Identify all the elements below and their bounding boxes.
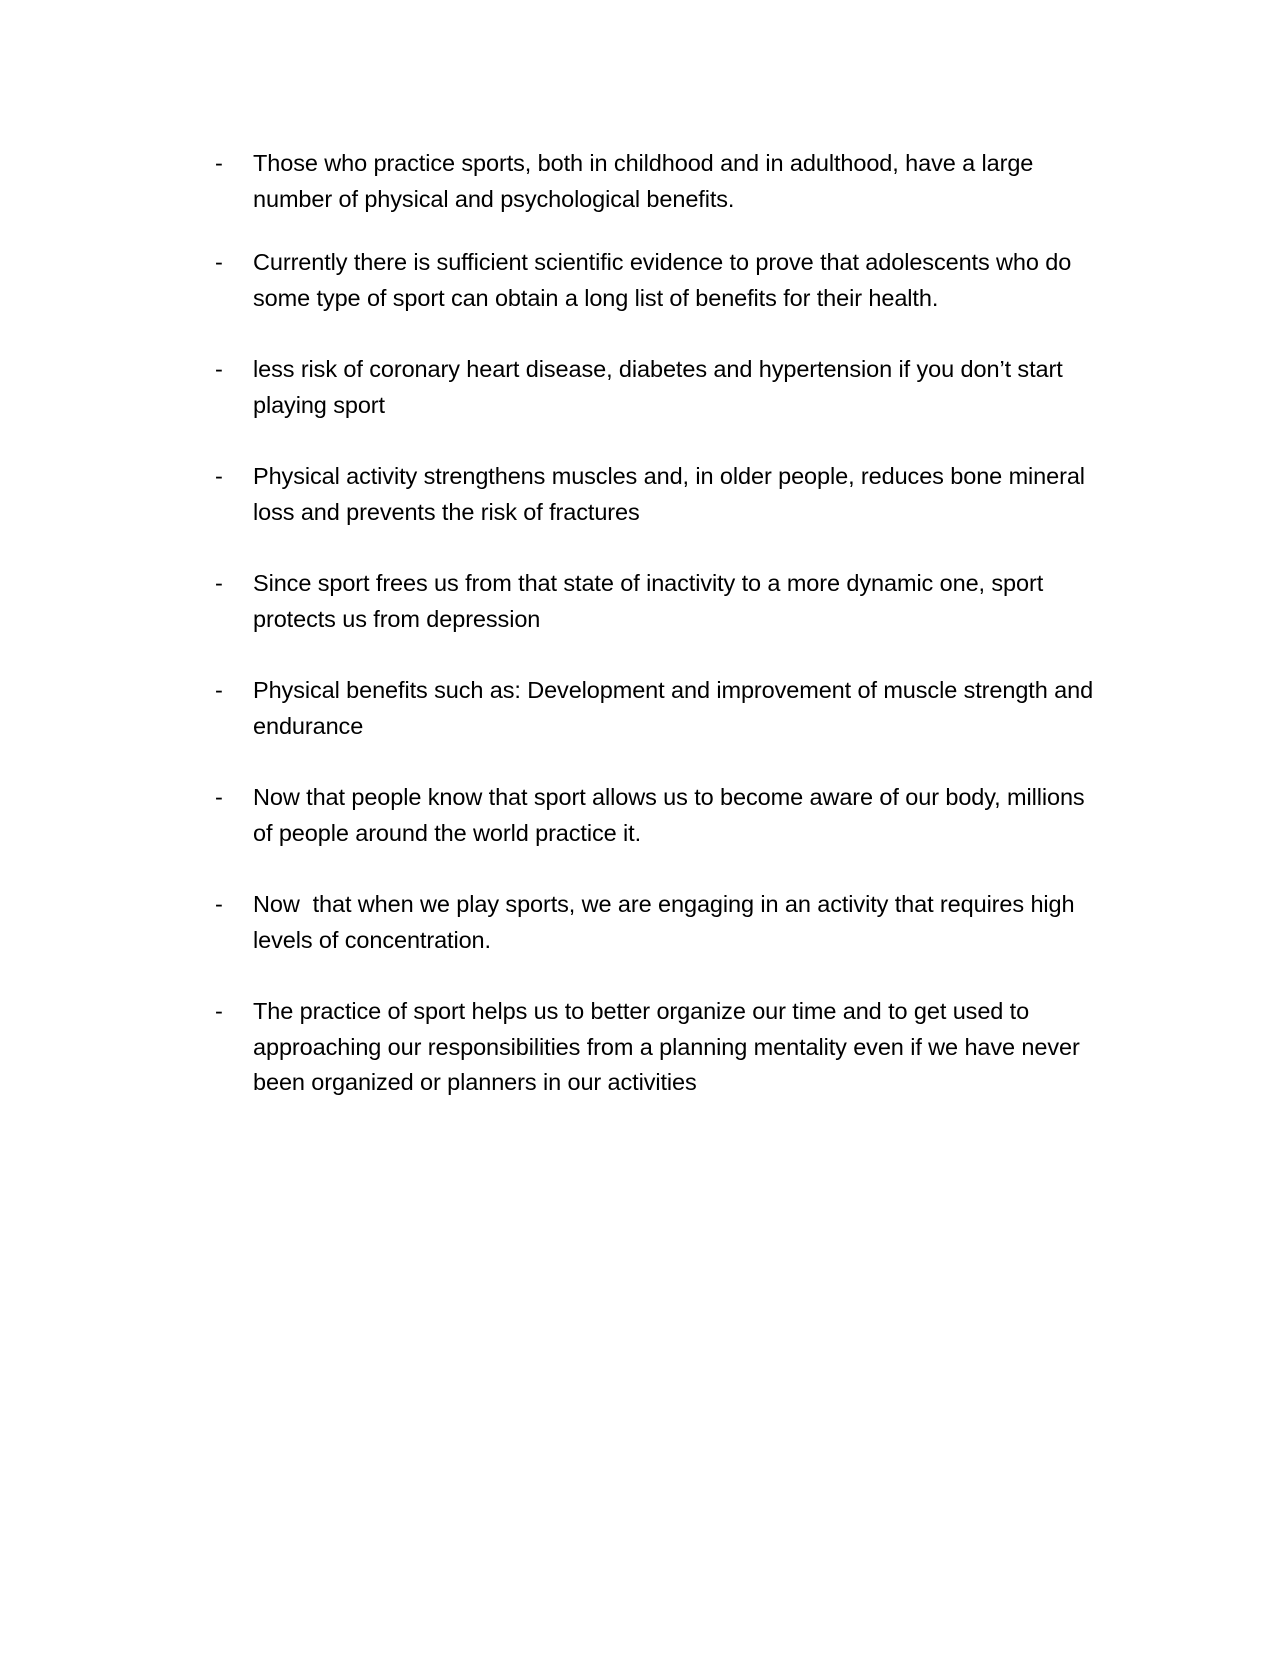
list-item <box>215 459 1095 530</box>
list-item <box>215 352 1095 423</box>
list-item-text: Since sport frees us from that state of inactivity to a more dynamic one, sport protects us from depression <box>253 570 1044 632</box>
list-item-text: Currently there is sufficient scientific evidence to prove that adolescents who do some type of sport can obtain a long list of benefits for their health. <box>253 249 1072 311</box>
bullet-dash: - <box>215 784 223 810</box>
list-item-text: Now that when we play sports, we are engaging in an activity that requires high levels of concentration. <box>253 891 1081 953</box>
bullet-dash: - <box>215 998 223 1024</box>
list-item-text: Physical benefits such as: Development and improvement of muscle strength and endurance <box>253 677 1094 739</box>
list-item-text: The practice of sport helps us to better organize our time and to get used to approaching our responsibilities from a planning mentality even if we have never been organized or planners in our activities <box>253 998 1080 1095</box>
list-item <box>215 245 1095 316</box>
list-item-text: Those who practice sports, both in childhood and in adulthood, have a large number of physical and psychological benefits. <box>253 150 1034 212</box>
bullet-dash: - <box>215 570 223 596</box>
list-item <box>215 146 1095 217</box>
bullet-dash: - <box>215 677 223 703</box>
bullet-dash: - <box>215 463 223 489</box>
list-item <box>215 566 1095 637</box>
bullet-list <box>215 146 1095 1137</box>
list-item-text: Now that people know that sport allows us to become aware of our body, millions of people around the world practice it. <box>253 784 1085 846</box>
list-item <box>215 780 1095 851</box>
list-item-text: Physical activity strengthens muscles and, in older people, reduces bone mineral loss and prevents the risk of fractures <box>253 463 1085 525</box>
list-item <box>215 673 1095 744</box>
list-item <box>215 887 1095 958</box>
bullet-dash: - <box>215 356 223 382</box>
list-item <box>215 994 1095 1101</box>
list-item-text: less risk of coronary heart disease, diabetes and hypertension if you don’t start playing sport <box>253 356 1063 418</box>
bullet-dash: - <box>215 891 223 917</box>
bullet-dash: - <box>215 150 223 176</box>
bullet-dash: - <box>215 249 223 275</box>
